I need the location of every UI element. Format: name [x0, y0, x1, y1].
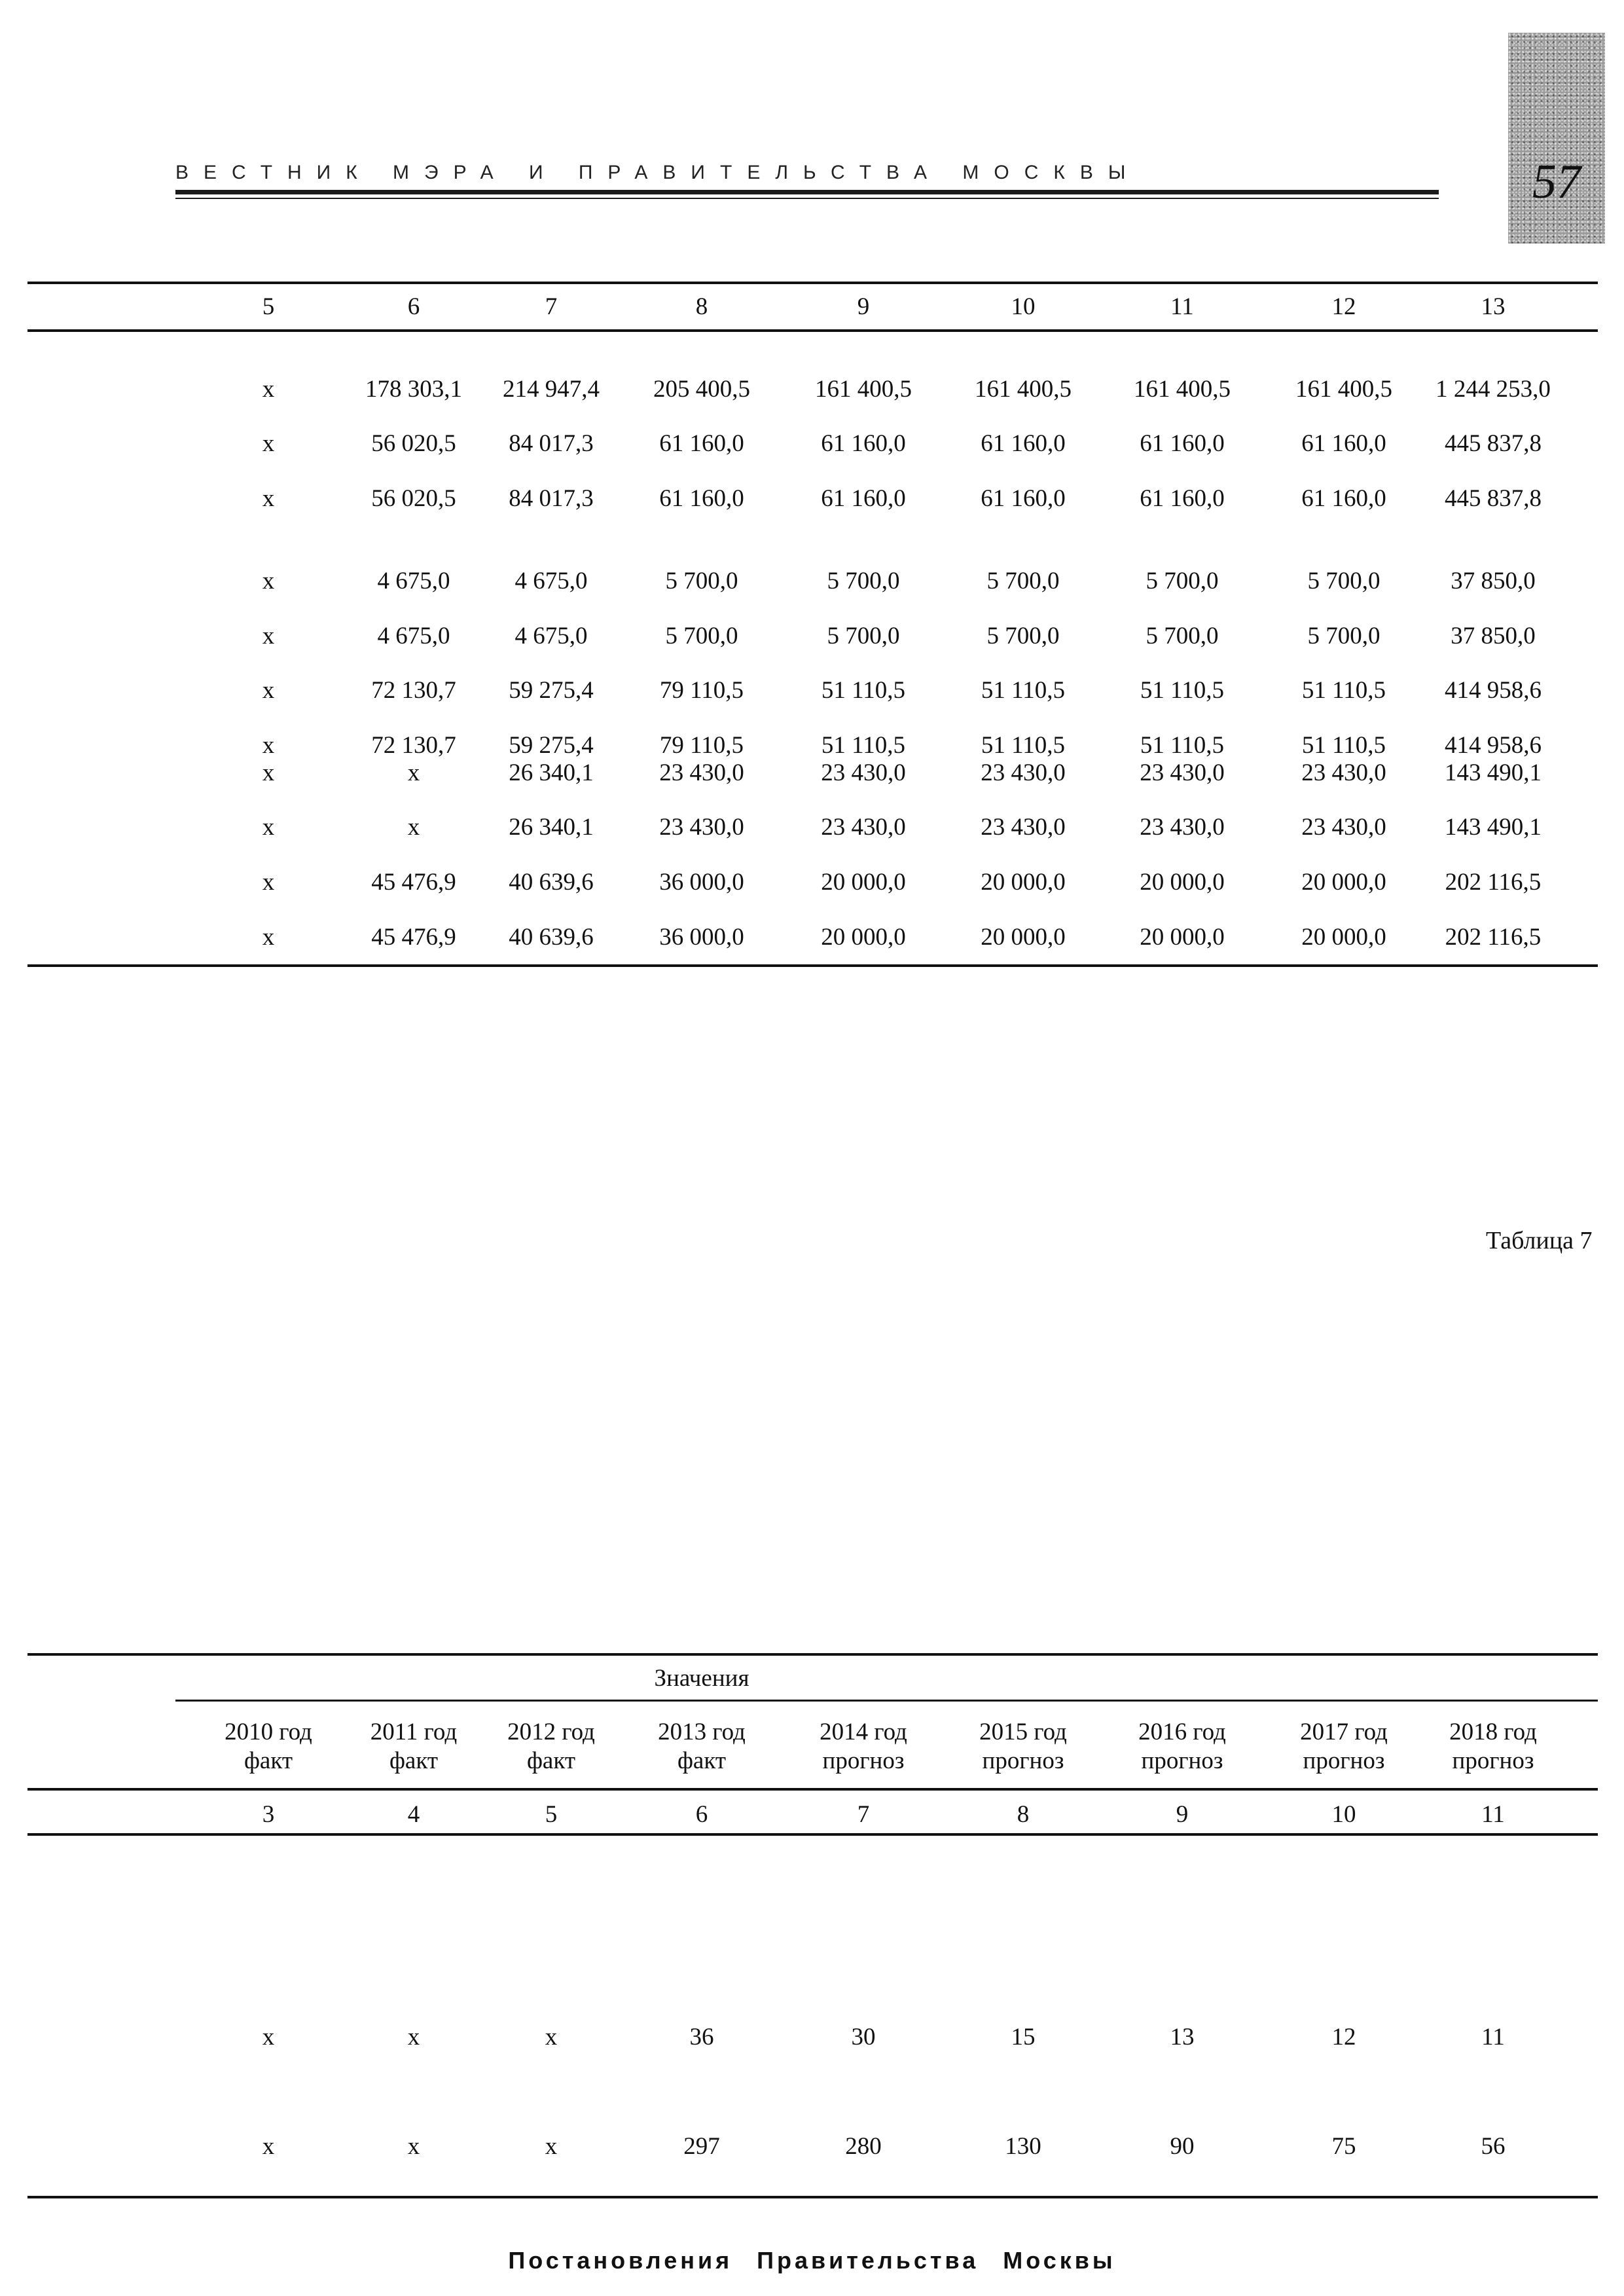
column-header-year: 2011 год [370, 1719, 458, 1745]
column-number: 12 [1331, 293, 1356, 320]
column-number: 7 [857, 1801, 870, 1828]
column-header [658, 1718, 746, 1776]
table-cell: 5 700,0 [1146, 568, 1219, 594]
column-header-year: 2013 год [658, 1719, 746, 1745]
table-cell: 72 130,7 [371, 732, 456, 759]
table-cell: 45 476,9 [371, 869, 456, 896]
table-cell: 26 340,1 [509, 759, 594, 786]
table-cell: 5 700,0 [1307, 623, 1380, 649]
table-cell: 20 000,0 [981, 869, 1066, 896]
table-cell: 5 700,0 [986, 568, 1060, 594]
table-cell: 15 [1011, 2024, 1036, 2050]
column-number: 6 [407, 293, 420, 320]
journal-title: ВЕСТНИК МЭРА И ПРАВИТЕЛЬСТВА МОСКВЫ [175, 162, 1141, 183]
table-cell: х [262, 869, 275, 896]
table-cell: 36 000,0 [659, 924, 744, 951]
table-cell: 61 160,0 [981, 430, 1066, 457]
table6-top-rule [27, 282, 1598, 284]
table-cell: 56 020,5 [371, 430, 456, 457]
table-cell: 297 [683, 2133, 720, 2160]
table-cell: 5 700,0 [665, 568, 738, 594]
table-cell: 20 000,0 [821, 924, 906, 951]
column-header [979, 1718, 1067, 1776]
table-cell: х [407, 2024, 420, 2050]
column-number: 10 [1331, 1801, 1356, 1828]
table-cell: х [407, 2133, 420, 2160]
column-header-kind: прогноз [1141, 1747, 1223, 1774]
table-cell: 202 116,5 [1445, 924, 1542, 951]
table-cell: 23 430,0 [981, 759, 1066, 786]
column-number: 7 [545, 293, 558, 320]
table-cell: 23 430,0 [1140, 814, 1225, 841]
column-header-kind: прогноз [982, 1747, 1064, 1774]
table-cell: 23 430,0 [821, 759, 906, 786]
table-cell: х [262, 430, 275, 457]
column-header-year: 2016 год [1138, 1719, 1226, 1745]
table-cell: х [407, 759, 420, 786]
table-cell: 79 110,5 [659, 677, 744, 704]
table-cell: 12 [1331, 2024, 1356, 2050]
table-cell: 4 675,0 [514, 568, 588, 594]
values-group-header: Значения [654, 1665, 749, 1692]
column-header-kind: факт [244, 1747, 293, 1774]
table-cell: 59 275,4 [509, 677, 594, 704]
table-cell: 20 000,0 [1140, 869, 1225, 896]
table-cell: 5 700,0 [827, 623, 900, 649]
table-cell: 11 [1481, 2024, 1505, 2050]
column-number: 9 [857, 293, 870, 320]
table-cell: 20 000,0 [981, 924, 1066, 951]
table-cell: 61 160,0 [821, 430, 906, 457]
table-cell: 445 837,8 [1445, 485, 1542, 512]
table-cell: 20 000,0 [1301, 924, 1386, 951]
column-header-year: 2012 год [507, 1719, 595, 1745]
table-cell: 40 639,6 [509, 924, 594, 951]
table-caption: Таблица 7 [1486, 1227, 1593, 1254]
column-header-kind: факт [677, 1747, 727, 1774]
column-number: 11 [1170, 293, 1194, 320]
column-header [820, 1718, 907, 1776]
column-number: 10 [1011, 293, 1036, 320]
table-cell: 23 430,0 [659, 814, 744, 841]
column-header-year: 2017 год [1300, 1719, 1388, 1745]
column-number: 13 [1481, 293, 1506, 320]
table6-header-rule [27, 329, 1598, 332]
table-cell: 5 700,0 [665, 623, 738, 649]
table-cell: 5 700,0 [986, 623, 1060, 649]
table-cell: 45 476,9 [371, 924, 456, 951]
table-cell: 205 400,5 [653, 376, 750, 403]
column-number: 8 [1017, 1801, 1030, 1828]
table-cell: х [407, 814, 420, 841]
table7-bottom-rule [27, 2196, 1598, 2198]
table-cell: 161 400,5 [1134, 376, 1231, 403]
column-header [1300, 1718, 1388, 1776]
table-cell: 51 110,5 [981, 677, 1066, 704]
header-rule-thin [175, 198, 1439, 199]
table-cell: х [545, 2133, 558, 2160]
table-cell: х [262, 814, 275, 841]
table-cell: 20 000,0 [1301, 869, 1386, 896]
table-cell: 5 700,0 [827, 568, 900, 594]
table-cell: 414 958,6 [1445, 677, 1542, 704]
table-cell: 5 700,0 [1307, 568, 1380, 594]
table-cell: х [262, 2024, 275, 2050]
table-cell: 202 116,5 [1445, 869, 1542, 896]
column-header-year: 2010 год [225, 1719, 312, 1745]
table-cell: х [262, 376, 275, 403]
table-cell: 61 160,0 [821, 485, 906, 512]
table-cell: 130 [1005, 2133, 1041, 2160]
table-cell: 61 160,0 [1301, 485, 1386, 512]
column-header [1138, 1718, 1226, 1776]
table-cell: х [262, 623, 275, 649]
table-cell: 4 675,0 [514, 623, 588, 649]
table-cell: 178 303,1 [365, 376, 462, 403]
table7-top-rule [27, 1653, 1598, 1656]
table-cell: 75 [1331, 2133, 1356, 2160]
table-cell: х [262, 485, 275, 512]
table-cell: 20 000,0 [821, 869, 906, 896]
table-cell: х [262, 568, 275, 594]
table-cell: 143 490,1 [1445, 759, 1542, 786]
column-header-kind: факт [389, 1747, 439, 1774]
column-header-year: 2014 год [820, 1719, 907, 1745]
table-cell: 51 110,5 [1140, 732, 1225, 759]
table-cell: х [262, 924, 275, 951]
table-cell: 51 110,5 [981, 732, 1066, 759]
table-cell: 56 [1481, 2133, 1506, 2160]
table-cell: 4 675,0 [377, 568, 450, 594]
table-cell: 36 000,0 [659, 869, 744, 896]
column-number: 4 [407, 1801, 420, 1828]
table-cell: 61 160,0 [659, 430, 744, 457]
table-cell: 13 [1170, 2024, 1195, 2050]
table-cell: 72 130,7 [371, 677, 456, 704]
table-cell: 79 110,5 [659, 732, 744, 759]
table-cell: 59 275,4 [509, 732, 594, 759]
column-header-kind: прогноз [1452, 1747, 1534, 1774]
table-cell: 61 160,0 [1140, 430, 1225, 457]
table-cell: 161 400,5 [1295, 376, 1392, 403]
table-cell: х [262, 677, 275, 704]
table-cell: 5 700,0 [1146, 623, 1219, 649]
table-cell: х [545, 2024, 558, 2050]
column-number: 6 [695, 1801, 708, 1828]
table-cell: 161 400,5 [975, 376, 1072, 403]
table-cell: х [262, 732, 275, 759]
table-cell: 23 430,0 [981, 814, 1066, 841]
table-cell: 37 850,0 [1451, 623, 1536, 649]
table-cell: 61 160,0 [659, 485, 744, 512]
table-cell: 23 430,0 [1301, 759, 1386, 786]
column-number: 11 [1481, 1801, 1505, 1828]
table-cell: 30 [851, 2024, 876, 2050]
table-cell: 37 850,0 [1451, 568, 1536, 594]
table-cell: 56 020,5 [371, 485, 456, 512]
table-cell: 51 110,5 [821, 677, 906, 704]
table-cell: 414 958,6 [1445, 732, 1542, 759]
table-cell: 51 110,5 [821, 732, 906, 759]
column-number: 9 [1176, 1801, 1189, 1828]
table-cell: 280 [845, 2133, 882, 2160]
table-cell: 84 017,3 [509, 430, 594, 457]
table-cell: х [262, 759, 275, 786]
column-number: 8 [695, 293, 708, 320]
table-cell: 214 947,4 [503, 376, 600, 403]
table-cell: 445 837,8 [1445, 430, 1542, 457]
table6-bottom-rule [27, 964, 1598, 967]
column-number: 5 [545, 1801, 558, 1828]
table-cell: 26 340,1 [509, 814, 594, 841]
table-cell: х [262, 2133, 275, 2160]
table-cell: 61 160,0 [1140, 485, 1225, 512]
table-cell: 51 110,5 [1301, 732, 1386, 759]
table-cell: 23 430,0 [659, 759, 744, 786]
table-cell: 20 000,0 [1140, 924, 1225, 951]
header-rule-thick [175, 190, 1439, 194]
table-cell: 51 110,5 [1301, 677, 1386, 704]
section-footer: Постановления Правительства Москвы [508, 2247, 1116, 2274]
table-cell: 84 017,3 [509, 485, 594, 512]
table-cell: 51 110,5 [1140, 677, 1225, 704]
page-number-badge [1508, 33, 1605, 244]
column-header [225, 1718, 312, 1776]
column-header-kind: факт [526, 1747, 576, 1774]
table-cell: 23 430,0 [1140, 759, 1225, 786]
table-cell: 4 675,0 [377, 623, 450, 649]
column-number: 5 [262, 293, 275, 320]
column-number: 3 [262, 1801, 275, 1828]
table7-numbers-rule [27, 1833, 1598, 1836]
table-cell: 61 160,0 [981, 485, 1066, 512]
column-header-kind: прогноз [822, 1747, 905, 1774]
table-cell: 61 160,0 [1301, 430, 1386, 457]
column-header [370, 1718, 457, 1776]
column-header-year: 2018 год [1449, 1719, 1537, 1745]
table7-header-rule [27, 1788, 1598, 1791]
table7-group-rule [175, 1700, 1598, 1702]
table-cell: 1 244 253,0 [1435, 376, 1551, 403]
table-cell: 90 [1170, 2133, 1195, 2160]
table-cell: 143 490,1 [1445, 814, 1542, 841]
column-header-kind: прогноз [1303, 1747, 1385, 1774]
table-cell: 36 [689, 2024, 714, 2050]
table-cell: 40 639,6 [509, 869, 594, 896]
table-cell: 161 400,5 [815, 376, 912, 403]
column-header [1449, 1718, 1537, 1776]
column-header-year: 2015 год [979, 1719, 1067, 1745]
page-number: 57 [1532, 155, 1581, 209]
table-cell: 23 430,0 [1301, 814, 1386, 841]
column-header [507, 1718, 595, 1776]
table-cell: 23 430,0 [821, 814, 906, 841]
